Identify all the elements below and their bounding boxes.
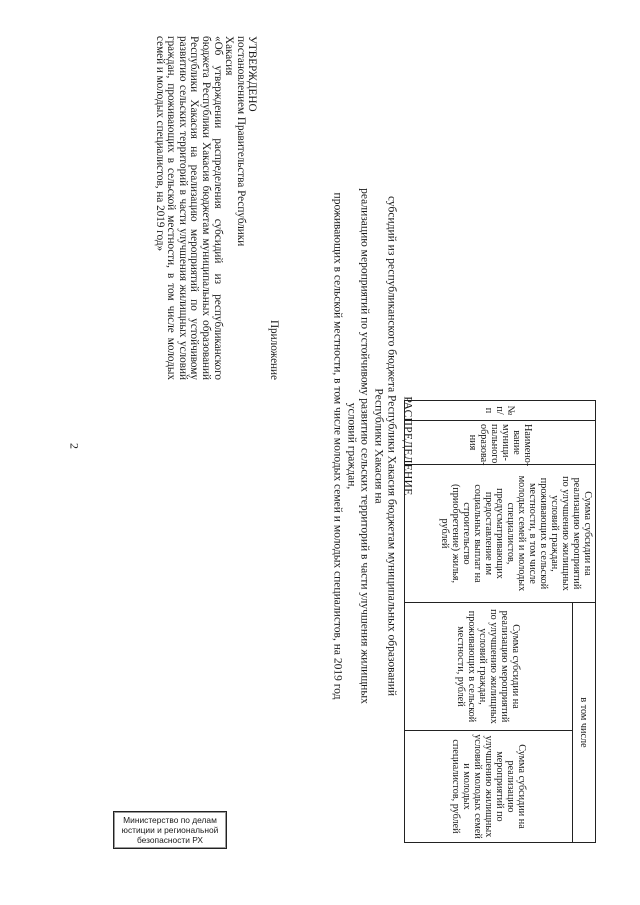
ministry-stamp [113, 811, 227, 849]
header-young-families-subsidy: Сумма субсидии на реализацию мероприятий по улучшению жилищных условий молодых семей и молодых специалистов, рублей [405, 731, 573, 843]
approval-issuer: постановлением Правительства Республики [234, 36, 247, 247]
page-number: 2 [67, 443, 82, 449]
table-header-row [573, 401, 596, 843]
approval-issuer-region: Хакасия [223, 36, 236, 76]
header-total-subsidy [405, 465, 596, 603]
header-rural-citizens-subsidy: Сумма субсидии на реализацию мероприятий по улучшению жилищных условий граждан, проживающих в сельской местности, рублей [405, 603, 573, 731]
approval-block [153, 36, 279, 380]
header-number: № п/п [405, 401, 596, 421]
document-subtitle-line-3: проживающих в сельской местности, в том числе молодых семей и молодых специалистов, на 2019 год [332, 192, 344, 700]
document-title: РАСПРЕДЕЛЕНИЕ [401, 396, 414, 496]
approval-title: УТВЕРЖДЕНО [246, 36, 259, 112]
document-heading [331, 182, 414, 710]
distribution-table-wrapper [404, 400, 596, 842]
approval-resolution-title: «Об утверждении распределения субсидий из республиканского бюджета Республики Хакасия бюджетам муниципальных образований Республики Хакасия на реализацию мероприятий по устойчивому развитию сельских территорий в части улучшения жилищных условий граждан, проживающих в сельской местности, в том числе молодых семей и молодых специалистов, на 2019 год» [153, 36, 224, 380]
document-subtitle-line-1: субсидий из республиканского бюджета Республики Хакасия бюджетам муниципальных образований Республики Хакасия на [372, 195, 398, 697]
header-including: в том числе [573, 603, 596, 843]
stamp-line: юстиции и региональной [121, 825, 219, 835]
header-municipality: Наимено-вание муници-пального образова-ния [405, 421, 596, 465]
header-total-subsidy-detail: по улучшению жилищных условий граждан, проживающих в сельской местности, в том числе молодых семей и молодых специалистов, предусматривающих предоставление им социальных выплат на строительство (приобретение) жилья, рублей [439, 475, 571, 592]
header-total-subsidy-title: Сумма субсидии на реализацию мероприятий [571, 477, 593, 590]
appendix-label: Приложение [267, 319, 280, 380]
document-subtitle-line-2: реализацию мероприятий по устойчивому развитию сельских территорий в части улучшения жилищных условий граждан, [345, 188, 371, 704]
stamp-line: Министерство по делам [123, 815, 217, 825]
stamp-line: безопасности РХ [136, 835, 204, 845]
distribution-table [404, 400, 596, 843]
